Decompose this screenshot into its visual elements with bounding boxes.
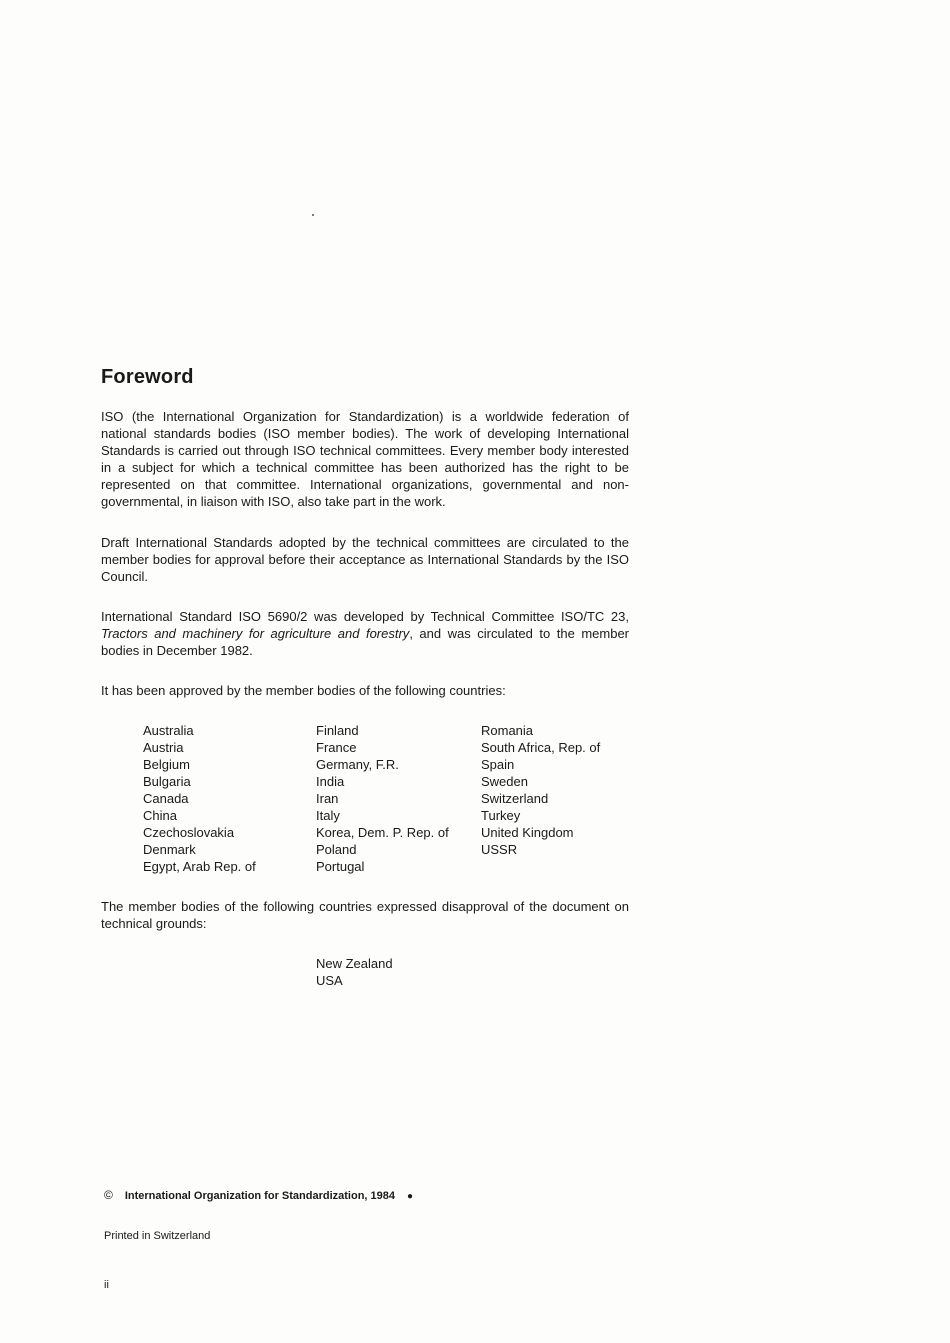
approved-countries-column-3 — [481, 722, 600, 858]
country-item: Austria — [143, 740, 184, 755]
copyright-text: International Organization for Standardization, 1984 — [124, 1190, 395, 1202]
country-item: Italy — [316, 808, 340, 823]
country-item: Portugal — [316, 859, 365, 874]
country-item: Turkey — [481, 808, 521, 823]
country-item: Korea, Dem. P. Rep. of — [316, 825, 449, 840]
paragraph-draft-standards: Draft International Standards adopted by the technical committees are circulated to the member bodies for approval before their acceptance as International Standards by the ISO Council. — [101, 535, 629, 584]
country-item: Finland — [316, 723, 359, 738]
country-item: Australia — [143, 723, 194, 738]
disapproved-country-item: New Zealand — [316, 956, 393, 971]
paragraph-iso-intro: ISO (the International Organization for Standardization) is a worldwide federation of national standards bodies (ISO member bodies). The work of developing International Standards is carried out through ISO technical committees. Every member body interested in a subject for which a technical committee has been authorized has the right to be represented on that committee. International organizations, governmental and non-governmental, in liaison with ISO, also take part in the work. — [101, 409, 629, 509]
approved-countries-column-2 — [316, 722, 449, 875]
country-item: Poland — [316, 842, 357, 857]
country-item: Belgium — [143, 757, 190, 772]
copyright-line — [104, 1188, 413, 1202]
country-item: Bulgaria — [143, 774, 191, 789]
country-item: China — [143, 808, 177, 823]
page-title: Foreword — [101, 366, 194, 388]
printed-in: Printed in Switzerland — [104, 1230, 211, 1242]
bullet-icon: ● — [407, 1191, 414, 1202]
committee-title: Tractors and machinery for agriculture and forestry — [101, 626, 410, 641]
paragraph-disapproval-intro: The member bodies of the following countries expressed disapproval of the document on technical grounds: — [101, 899, 629, 931]
approved-countries-column-1 — [143, 722, 256, 875]
country-item: USSR — [481, 842, 518, 857]
country-item: Egypt, Arab Rep. of — [143, 859, 256, 874]
country-item: France — [316, 740, 357, 755]
page-number: ii — [104, 1279, 109, 1291]
country-item: Canada — [143, 791, 189, 806]
paragraph-approved-intro: It has been approved by the member bodies of the following countries: — [101, 683, 506, 698]
development-text-end: , and was circulated to the member bodies in December 1982. — [101, 626, 629, 658]
country-item: Iran — [316, 791, 339, 806]
disapproved-countries-list — [316, 955, 393, 989]
country-item: Spain — [481, 757, 515, 772]
country-item: Germany, F.R. — [316, 757, 399, 772]
country-item: South Africa, Rep. of — [481, 740, 601, 755]
country-item: Switzerland — [481, 791, 549, 806]
country-item: Czechoslovakia — [143, 825, 235, 840]
country-item: Romania — [481, 723, 534, 738]
speck-mark — [312, 214, 314, 216]
copyright-icon: © — [104, 1188, 113, 1202]
country-item: Denmark — [143, 842, 196, 857]
paragraph-development — [101, 608, 629, 659]
development-text-start: International Standard ISO 5690/2 was developed by Technical Committee ISO/TC 23, — [101, 609, 629, 624]
disapproved-country-item: USA — [316, 973, 343, 988]
country-item: Sweden — [481, 774, 528, 789]
country-item: United Kingdom — [481, 825, 574, 840]
country-item: India — [316, 774, 345, 789]
